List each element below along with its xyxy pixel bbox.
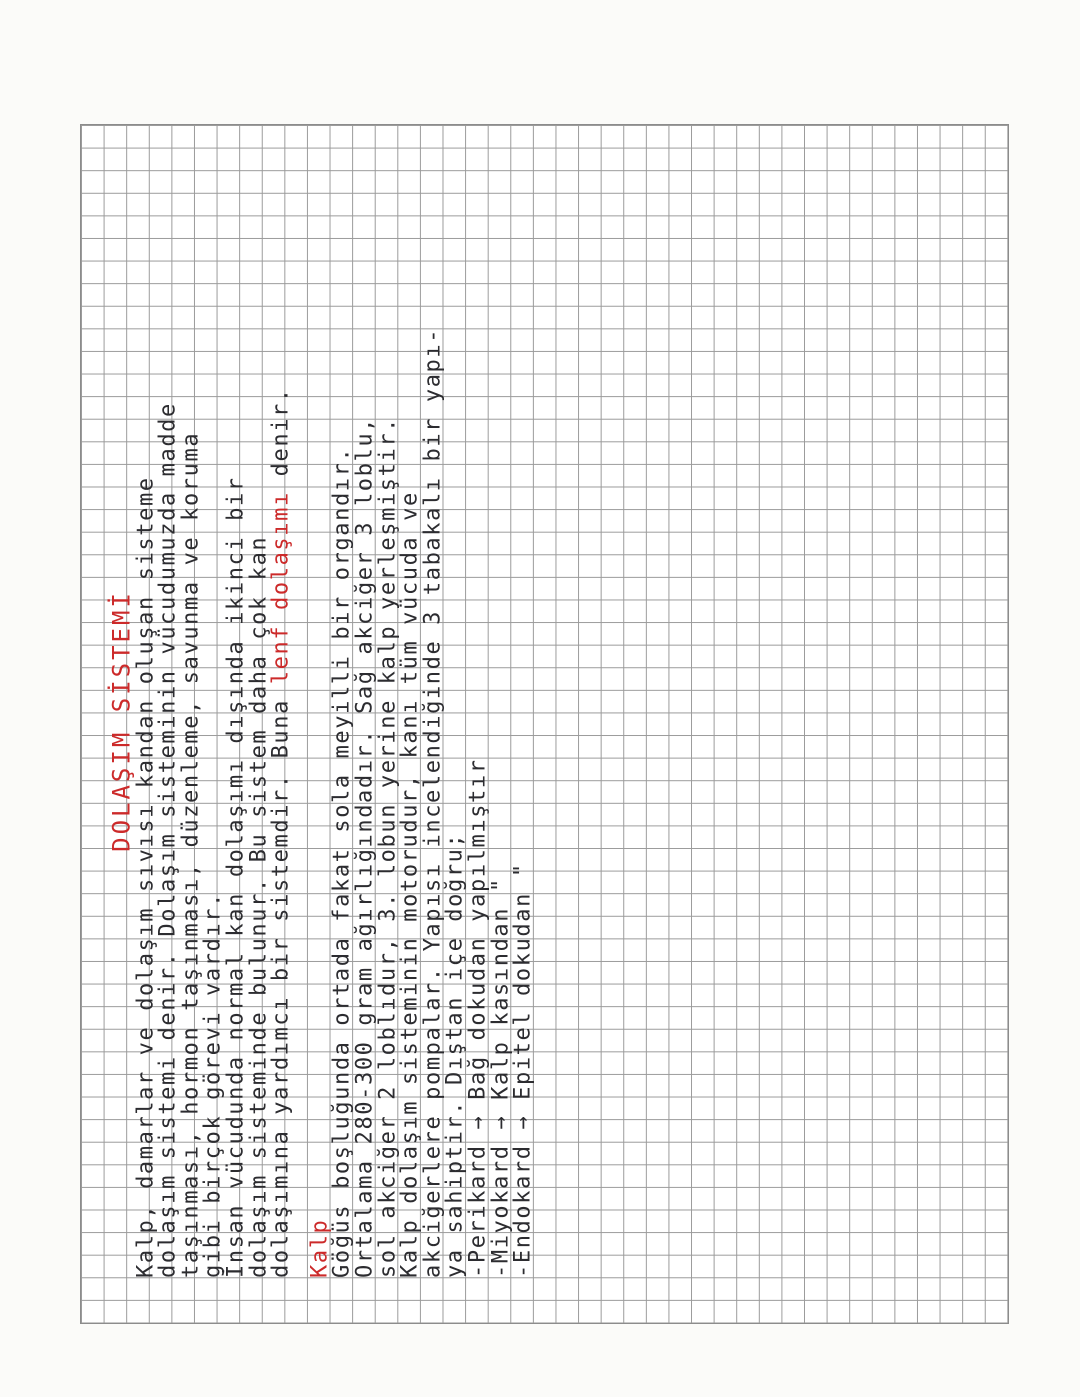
intro-line-lenf	[268, 164, 294, 1278]
lenf-term: lenf dolaşımı	[268, 491, 294, 685]
intro-line: İnsan vücudunda normal kan dolaşımı dışında ikinci bir	[223, 476, 249, 1278]
layer-item-miyokard: -Miyokard → Kalp kasından "	[488, 877, 513, 1278]
kalp-line: Kalp dolaşım sisteminin motorudur, kanı tüm vücuda ve	[397, 491, 423, 1278]
kalp-line: sol akciğer 2 loblıdur, 3. lobun yerine kalp yerleşmiştir.	[375, 416, 401, 1278]
intro-line: taşınması, hormon taşınması, düzenleme, savunma ve koruma	[178, 431, 204, 1278]
intro-line: gibi birçok görevi vardır.	[200, 892, 226, 1278]
kalp-line: Göğüs boşluğunda ortada fakat sola meyilli bir organdır.	[329, 446, 355, 1278]
handwritten-notes	[81, 124, 1008, 1322]
layer-item-endokard: -Endokard → Epitel dokudan "	[510, 862, 536, 1278]
intro-text: denir.	[268, 387, 294, 492]
page-title: DOLAŞIM SİSTEMİ	[107, 590, 136, 852]
kalp-line: ya sahiptir. Dıştan içe doğru;	[442, 832, 468, 1278]
section-heading-kalp: Kalp	[307, 1218, 333, 1278]
intro-text: dolaşımına yardımcı bir sistemdir. Buna	[268, 684, 294, 1278]
kalp-line: akciğerlere pompalar. Yapısı incelendiğinde 3 tabakalı bir yapı-	[420, 327, 446, 1278]
intro-line: dolaşım sistemi denir. Dolaşım sisteminin vücudumuzda madde	[155, 402, 181, 1278]
kalp-line: Ortalama 280-300 gram ağırlığındadır. Sağ akciğer 3 loblu,	[352, 416, 378, 1278]
intro-line: Kalp, damarlar ve dolaşım sıvısı kandan oluşan sisteme	[133, 476, 159, 1278]
layer-item-perikard: -Perikard → Bağ dokudan yapılmıştır	[465, 758, 491, 1278]
intro-line: dolaşım sisteminde bulunur. Bu sistem daha çok kan	[246, 535, 272, 1278]
